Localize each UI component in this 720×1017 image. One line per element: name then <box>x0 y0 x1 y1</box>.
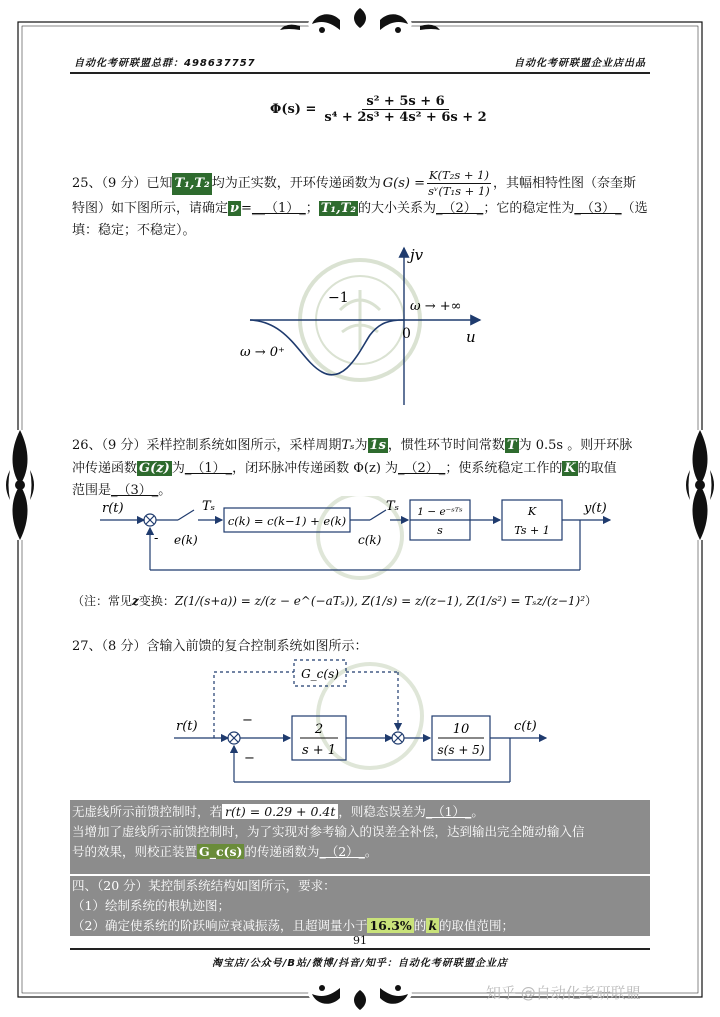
q26-line2: 冲传递函数 G(z) 为_（1）_，闭环脉冲传递函数 Φ(z) 为_（2）_；使系统稳定工作的 K 的取值 <box>72 461 617 476</box>
nyquist-y-label: jv <box>410 246 424 264</box>
q26-blank2: _（2）_ <box>398 461 446 476</box>
q26-plant-num: K <box>527 505 537 518</box>
q27-input-label: r(t) <box>176 719 198 734</box>
q27-block1-num: 2 <box>314 722 324 737</box>
footer-text: 淘宝店/公众号/B站/微博/抖音/知乎：自动化考研联盟企业店 <box>212 958 508 969</box>
q26-sampler1-label: Tₛ <box>202 499 216 514</box>
q25-blank1: __（1）_ <box>251 201 306 216</box>
q27-output-label: c(t) <box>514 719 537 734</box>
q26-line3: 范围是_（3）_。 <box>72 483 172 498</box>
footer-rule <box>70 948 650 950</box>
q4-line3: （2）确定使系统的阶跃响应衰减振荡，且超调量小于 16.3% 的 k 的取值范围； <box>72 918 514 933</box>
q26-plant-den: Ts + 1 <box>514 524 550 537</box>
q26-note: （注：常见z变换：Z(1/(s+a)) = z/(z − e^(−aTₛ)), Z(1/s) = z/(z−1), Z(1/s²) = Tₛz/(z−1)²） <box>72 594 598 608</box>
nyquist-omega-zero: ω → 0⁺ <box>240 345 285 360</box>
q27-gray-line2: 当增加了虚线所示前馈控制时，为了实现对参考输入的误差全补偿，达到输出完全随动输入信 <box>72 824 585 839</box>
q27-block-diagram <box>170 658 550 798</box>
q27-gc-label: G_c(s) <box>301 667 339 681</box>
nyquist-plot <box>230 240 500 415</box>
q27-block2-den: s(s + 5) <box>437 743 485 757</box>
q26-sampler2-label: Tₛ <box>386 499 400 514</box>
q25-line1: 25、（9 分）已知 T₁,T₂ 均为正实数，开环传递函数为 G(s) = $\frac{\text{K(T₂s + 1)}}{\text{sᵛ(T₁s + 1)}}$ ，其幅相特性图（奈奎斯 <box>72 168 636 198</box>
formula-phi-lhs: Φ(s) = <box>270 102 317 117</box>
q27-gray-line3: 号的效果，则校正装置 G_c(s) 的传递函数为_（2）_。 <box>72 844 378 859</box>
q26-ck-label: c(k) <box>358 533 382 547</box>
q26-line1: 26、（9 分）采样控制系统如图所示，采样周期Tₛ为 1s ，惯性环节时间常数 T 为 0.5s 。则开环脉 <box>72 438 633 453</box>
q26-minus-sign: - <box>154 531 159 546</box>
header-left-text: 自动化考研联盟总群：498637757 <box>74 58 256 69</box>
q26-block-diagram <box>90 496 630 580</box>
q26-zoh-num: 1 − e⁻ˢᵀˢ <box>417 506 463 518</box>
q27-feedforward-path <box>214 672 398 738</box>
q4-line1: 四、（20 分）某控制系统结构如图所示，要求： <box>72 878 336 893</box>
formula-phi-numerator: s² + 5s + 6 <box>362 94 448 110</box>
q27-line1: 27、（8 分）含输入前馈的复合控制系统如图所示： <box>72 639 368 654</box>
q26-blank3: _（3）_ <box>111 483 159 498</box>
q25-gs: G(s) = $\frac{\text{K(T₂s + 1)}}{\text{sᵛ(T₁s + 1)}}$ <box>382 168 490 198</box>
q26-block-accumulator-text: c(k) = c(k−1) + e(k) <box>227 514 347 528</box>
page-number: 91 <box>353 934 367 947</box>
q26-sampler2-switch <box>370 510 386 520</box>
q25-line3: 填：稳定；不稳定）。 <box>72 223 196 238</box>
q27-block1-den: s + 1 <box>301 743 337 758</box>
bottom-ornament <box>308 980 412 1010</box>
q25-blank3: _（3）_ <box>574 201 622 216</box>
top-ornament <box>280 8 440 38</box>
nyquist-origin: 0 <box>402 326 411 342</box>
q27-block2-num: 10 <box>452 722 470 737</box>
left-ornament <box>4 430 36 540</box>
formula-phi <box>270 94 491 125</box>
q26-error-label: e(k) <box>174 533 198 547</box>
footer-watermark: 知乎 @自动化考研联盟 <box>486 984 641 1002</box>
header-rule <box>70 72 650 74</box>
nyquist-omega-inf: ω → +∞ <box>410 299 462 314</box>
q25-line2: 特图）如下图所示，请确定 ν =__（1）_； T₁,T₂ 的大小关系为_（2）_；它的稳定性为_（3）_（选 <box>72 201 648 216</box>
q27-gray-line1: 无虚线所示前馈控制时，若 r(t) = 0.29 + 0.4t ，则稳态误差为_（1）_。 <box>72 804 484 819</box>
right-ornament <box>684 430 716 540</box>
q26-blank1: _（1）_ <box>184 461 233 476</box>
formula-phi-denominator: s⁴ + 2s³ + 4s² + 6s + 2 <box>324 110 487 125</box>
q25-blank2: _（2）_ <box>436 201 484 216</box>
q4-line2: （1）绘制系统的根轨迹图； <box>72 898 230 913</box>
q26-input-label: r(t) <box>102 501 124 516</box>
nyquist-minus-one: −1 <box>328 290 349 306</box>
q27-minus2: − <box>244 751 255 766</box>
q26-zoh-den: s <box>437 524 443 537</box>
q25-t-symbols: T₁,T₂ <box>172 173 211 195</box>
q4-gray-section <box>70 876 650 936</box>
q26-z-transform-formula: Z(1/(s+a)) = z/(z − e^(−aTₛ)), Z(1/s) = z/(z−1), Z(1/s²) = Tₛz/(z−1)² <box>174 594 586 608</box>
q27-gray-section <box>70 800 650 874</box>
q26-output-label: y(t) <box>584 501 607 516</box>
header-right-text: 自动化考研联盟企业店出品 <box>514 58 646 69</box>
q27-minus1: − <box>242 713 253 728</box>
q26-sampler1-switch <box>178 510 194 520</box>
nyquist-x-label: u <box>466 328 476 346</box>
